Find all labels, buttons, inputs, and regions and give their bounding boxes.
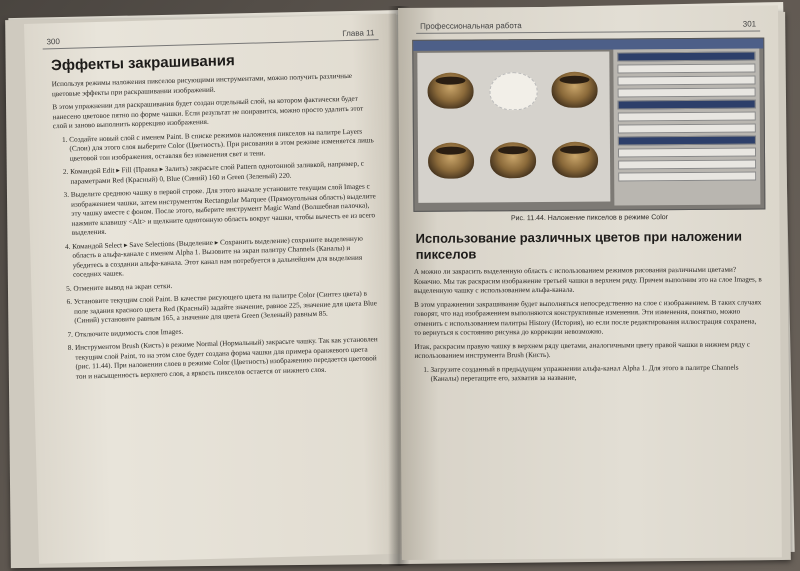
left-step-8: 8. Инструментом Brush (Кисть) в режиме Normal (Нормальный) закрасьте чашку. Так как установлен текущим слой Paint, то на этом слое будет создана форма чашки для примера оранжевого цвета (рис. 11.44). При наложении слоев в режиме Color (Цветность) изображению передается цветовой тон и насыщенность верхнего слоя, а яркость пикселов остается от нижнего слоя.: [75, 335, 384, 382]
right-steps-list: [414, 363, 764, 384]
cup-image: [490, 142, 536, 178]
left-step-4: 4. Командой Select ▸ Save Selections (Выделение ▸ Сохранить выделение) сохраните выделенную область в альфа-канале с именем Alpha 1. Вызовите на экран палитру Channels (Каналы) и убедитесь в создании альфа-канала. Этот канал нам потребуется в дальнейшем для выделения соседних чашек.: [72, 234, 381, 281]
palette-row: [618, 124, 756, 134]
right-page-number: 301: [742, 19, 757, 29]
figure-canvas: [417, 52, 610, 203]
left-step-2: 2. Командой Edit ▸ Fill (Правка ▸ Залить) закрасьте слой Pattern однотонной заливкой, например, с параметрами Red (Красный) 0, Blue (Синий) 160 и Green (Зеленый) 220.: [70, 159, 378, 187]
palette-row: [618, 112, 756, 122]
cup-image: [428, 142, 474, 178]
right-page-body: [414, 266, 765, 385]
left-page-number: 300: [46, 37, 60, 47]
cup-image: [427, 72, 473, 108]
left-step-6: 6. Установите текущим слой Paint. В качестве рисующего цвета на палитре Color (Синтез цвета) в поле задания красного цвета Red (Красный) задайте значение, равное 225, значение для цвета Blue (Синий) установите равным 165, а значение для цвета Green (Зеленый) равным 85.: [74, 289, 383, 326]
left-page-header: [42, 28, 378, 49]
right-page-header: [416, 19, 760, 33]
left-step-3: 3. Выделите среднюю чашку в первой строке. Для этого вначале установите текущим слой Images с изображением чашки, затем инструментом Rectangular Marquee (Прямоугольная область) выделите эту чашку вместе с фоном. После этого, выберите инструмент Magic Wand (Волшебная палочка), нажмите клавишу <Alt> и щелкните однотонную область вокруг чашки, чтобы вычесть ее из всего выделения.: [71, 182, 380, 238]
palette-row: [618, 148, 756, 158]
palette-row: [617, 52, 755, 62]
left-steps-list: [53, 127, 384, 382]
cup-shape-image: [489, 72, 537, 110]
left-page: [24, 14, 411, 564]
palette-row: [618, 172, 756, 182]
left-step-1: 1. Создайте новый слой с именем Paint. В списке режимов наложения пикселов на палитре Layers (Слои) для этого слоя выберите Color (Цветность). При рисовании в этом режиме изменяется лишь цветовой тон изображения, оставляя без изменения свет и тени.: [69, 127, 378, 164]
right-paragraph-3: Итак, раскрасим правую чашку в верхнем ряду цветами, аналогичными цвету правой чашки в нижнем ряду с использованием инструмента Brush (Кисть).: [414, 340, 751, 361]
right-paragraph-2: В этом упражнении закрашивание будет выполняться непосредственно на слое с изображением. В таких случаях говорят, что над изображением выполняются конструктивные изменения. Эти изменения, понятно, можно отменить с использованием палитры History (История), но если после редактирования иллюстрация сохранена, то вернуться к состоянию рисунка до коррекции невозможно.: [414, 298, 762, 338]
cup-image: [552, 142, 598, 178]
left-step-5: 5. Отмените вывод на экран сетки.: [73, 276, 381, 294]
right-paragraph-1: А можно ли закрасить выделенную область с использованием режимов рисования различными цветами? Конечно. Мы так раскрасим изображение третьей чашки в верхнем ряду. Причем выполним это на слое Images, в выделенную чашку с использованием альфа-канала.: [413, 265, 762, 296]
figure-palettes: [613, 48, 760, 205]
palette-row: [618, 100, 756, 110]
right-page-title: Использование различных цветов при наложении пикселов: [415, 228, 743, 262]
left-paragraph-1: Используя режимы наложения пикселов рисующими инструментами, можно получить различные цветовые эффекты при раскрашивании изображений.: [51, 71, 353, 98]
left-page-title: Эффекты закрашивания: [50, 52, 235, 75]
palette-row: [618, 88, 756, 98]
right-step-1: 1. Загрузите созданный в предыдущем упражнении альфа-канал Alpha 1. Для этого в палитре Channels (Каналы) перетащите его, захватив за название,: [430, 363, 764, 384]
figure-caption: Рис. 11.44. Наложение пикселов в режиме Color: [510, 214, 669, 223]
left-page-body: [52, 71, 384, 382]
palette-row: [618, 160, 756, 170]
palette-row: [617, 64, 755, 74]
left-page-chapter: Глава 11: [342, 28, 375, 39]
left-paragraph-2: В этом упражнении для раскрашивания будет создан отдельный слой, на котором фактически будет нанесено цветовое пятно по форме чашки. Если результат не понравится, можно просто удалить этот слой и заново выполнить коррекцию изображения.: [52, 94, 364, 131]
palette-row: [617, 76, 755, 86]
palette-row: [618, 136, 756, 146]
right-page: [398, 5, 782, 560]
cup-image: [551, 72, 597, 108]
right-page-header-title: Профессиональная работа: [420, 21, 522, 31]
figure-screenshot: [412, 37, 765, 211]
left-step-7: 7. Отключите видимость слоя Images.: [75, 322, 383, 340]
